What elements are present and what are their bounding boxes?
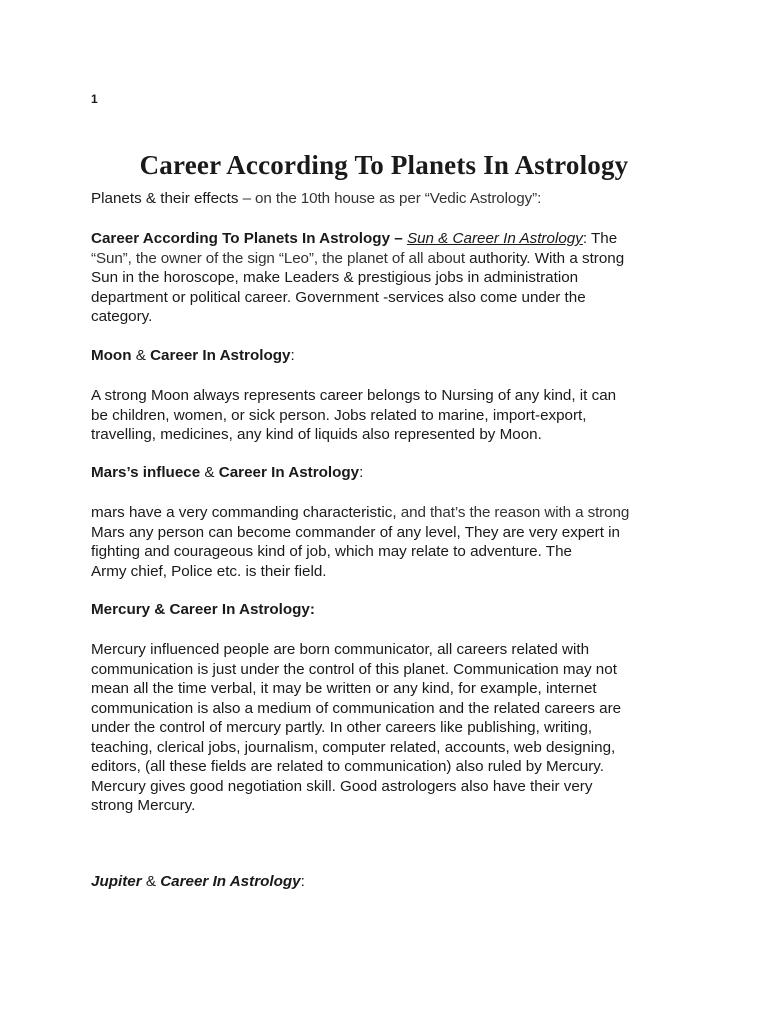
mars-line: Mars any person can become commander of any level, They are very expert in xyxy=(91,523,621,541)
mars-heading xyxy=(91,463,691,483)
jupiter-heading-career: Career In Astrology xyxy=(160,873,301,890)
subtitle xyxy=(91,189,691,209)
mercury-line: under the control of mercury partly. In other careers like publishing, writing, xyxy=(91,719,593,736)
jupiter-heading-planet: Jupiter xyxy=(91,873,142,890)
sun-line3: Sun in the horoscope, make Leaders & prestigious jobs in administration xyxy=(91,269,579,286)
mars-heading-amp: & xyxy=(200,464,219,481)
sun-line5: category. xyxy=(91,308,153,325)
page-title: Career According To Planets In Astrology xyxy=(139,150,629,180)
mercury-line: communication is just under the control of this planet. Communication may not xyxy=(91,660,617,678)
sun-section xyxy=(91,229,691,327)
sun-line2-rest: authority. With a strong xyxy=(469,249,625,267)
moon-heading xyxy=(91,346,691,366)
mars-paragraph xyxy=(91,503,691,581)
sun-line4: department or political career. Government -services also come under the xyxy=(91,288,586,306)
mars-line1-a: mars have a very commanding characteristic, xyxy=(91,504,401,521)
jupiter-heading-amp: & xyxy=(141,873,161,890)
mercury-line: teaching, clerical jobs, journalism, computer related, accounts, web designing, xyxy=(91,738,616,756)
mars-line1-b: and that’s the reason with a strong xyxy=(400,504,630,521)
mars-heading-colon: : xyxy=(359,464,364,481)
mercury-line: communication is also a medium of communication and the related careers are xyxy=(91,699,622,717)
mercury-line: Mercury gives good negotiation skill. Good astrologers also have their very xyxy=(91,777,593,795)
moon-line: be children, women, or sick person. Jobs related to marine, import-export, xyxy=(91,406,587,424)
subtitle-part2: – on the 10th house as per “Vedic Astrology”: xyxy=(238,190,542,207)
moon-heading-colon: : xyxy=(290,347,295,364)
mars-heading-career: Career In Astrology xyxy=(218,464,360,481)
mercury-line: mean all the time verbal, it may be written or any kind, for example, internet xyxy=(91,680,597,697)
jupiter-heading xyxy=(91,872,691,892)
jupiter-heading-colon: : xyxy=(300,873,305,890)
mercury-paragraph xyxy=(91,640,691,816)
sun-line2-light: “Sun”, the owner of the sign “Leo”, the planet of all about xyxy=(91,249,470,267)
sun-line1-rest: : The xyxy=(582,230,618,247)
mars-line: Army chief, Police etc. is their field. xyxy=(91,562,327,580)
moon-line: travelling, medicines, any kind of liquids also represented by Moon. xyxy=(91,426,542,443)
sun-heading: Career According To Planets In Astrology – xyxy=(91,230,403,247)
mercury-line: strong Mercury. xyxy=(91,797,196,814)
subtitle-part1: Planets & their effects xyxy=(91,190,239,207)
moon-heading-career: Career In Astrology xyxy=(150,347,291,364)
moon-heading-planet: Moon xyxy=(91,347,132,364)
mercury-line: Mercury influenced people are born communicator, all careers related with xyxy=(91,641,590,658)
mercury-heading: Mercury & Career In Astrology: xyxy=(91,601,315,618)
mars-line: fighting and courageous kind of job, which may relate to adventure. The xyxy=(91,543,572,560)
page-number: 1 xyxy=(91,92,98,106)
sun-career-link[interactable]: Sun & Career In Astrology xyxy=(406,230,583,247)
moon-paragraph xyxy=(91,386,691,445)
mars-heading-planet: Mars’s influece xyxy=(91,464,201,481)
moon-line: A strong Moon always represents career belongs to Nursing of any kind, it can xyxy=(91,387,617,404)
mercury-line: editors, (all these fields are related to communication) also ruled by Mercury. xyxy=(91,758,604,775)
moon-heading-amp: & xyxy=(131,347,151,364)
